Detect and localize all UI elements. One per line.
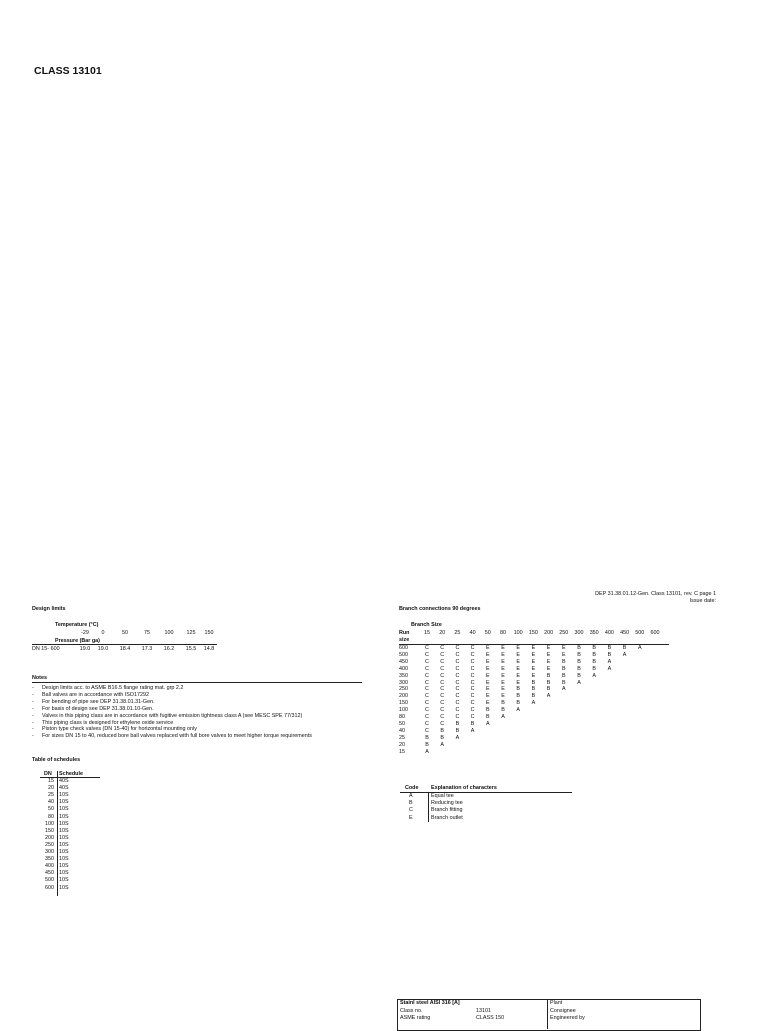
- run-size-value: 100: [399, 707, 408, 714]
- page-title: CLASS 13101: [34, 65, 102, 77]
- schedule-dn: 20: [48, 785, 54, 792]
- branch-cell: E: [485, 645, 490, 651]
- branch-cell: C: [470, 672, 475, 679]
- note-text: For bending of pipe see DEP 31.38.01.31-Gen.: [42, 698, 155, 705]
- asme-rating-label: ASME rating: [400, 1015, 431, 1021]
- branch-cell: E: [561, 651, 566, 658]
- branch-cell: B: [531, 679, 536, 686]
- temperature-value: -29: [81, 630, 89, 636]
- branch-cell: E: [546, 645, 551, 651]
- branch-cell: E: [501, 651, 505, 658]
- branch-size-heading: 100: [513, 630, 523, 636]
- branch-cell: B: [455, 720, 460, 727]
- branch-cell: B: [455, 727, 460, 734]
- branch-cell: C: [455, 665, 460, 672]
- run-size-value: 400: [399, 665, 408, 672]
- branch-cell: B: [592, 645, 596, 651]
- branch-cell: B: [440, 727, 444, 734]
- branch-cell: C: [425, 727, 429, 734]
- branch-size-heading: 25: [454, 630, 461, 636]
- note-bullet: -: [32, 685, 34, 691]
- branch-cell: C: [455, 714, 460, 720]
- temperature-value: 100: [164, 630, 174, 636]
- schedule-dn: 200: [45, 834, 54, 841]
- schedules-title: Table of schedules: [32, 757, 81, 763]
- branch-cell: A: [607, 658, 612, 665]
- branch-cell: C: [455, 693, 460, 700]
- branch-cell: E: [531, 651, 536, 658]
- temperature-label: Temperature (°C): [55, 622, 99, 628]
- branch-cell: C: [440, 693, 445, 700]
- branch-cell: B: [440, 734, 444, 741]
- schedule-dn: 50: [48, 806, 54, 813]
- branch-cell: B: [501, 707, 505, 714]
- branch-size-heading: 150: [528, 630, 538, 636]
- branch-cell: E: [485, 672, 490, 679]
- branch-cell: E: [485, 651, 490, 658]
- run-size-value: 40: [399, 727, 405, 734]
- branch-size-label: Branch Size: [411, 622, 442, 628]
- temperature-value: 0: [101, 630, 105, 636]
- branch-cell: B: [577, 672, 581, 679]
- schedule-dn: 500: [45, 877, 54, 884]
- branch-cell: B: [577, 658, 581, 665]
- branch-cell: C: [440, 686, 445, 693]
- branch-cell: C: [470, 693, 475, 700]
- schedule-value: 10S: [59, 870, 69, 877]
- branch-cell: A: [607, 665, 612, 672]
- pressure-value: 15.5: [185, 646, 197, 652]
- branch-cell: B: [546, 679, 551, 686]
- branch-cell: C: [440, 707, 445, 714]
- branch-cell: B: [607, 645, 612, 651]
- branch-cell: C: [470, 714, 475, 720]
- temperature-value: 75: [144, 630, 150, 636]
- schedule-value: 10S: [59, 827, 69, 834]
- branch-cell: C: [455, 658, 460, 665]
- branch-cell: B: [485, 707, 490, 714]
- branch-cell: E: [501, 686, 505, 693]
- branch-cell: C: [440, 714, 445, 720]
- code-letter: E: [409, 814, 413, 821]
- pressure-label: Pressure (Bar ga): [55, 638, 100, 644]
- branch-cell: A: [622, 651, 627, 658]
- branch-cell: E: [485, 665, 490, 672]
- notes-title: Notes: [32, 675, 47, 681]
- material-label: Stainl steel AISI 316 [A]: [400, 1000, 460, 1006]
- branch-cell: E: [561, 645, 566, 651]
- run-size-value: 25: [399, 734, 405, 741]
- branch-cell: C: [425, 645, 429, 651]
- engineered-by-label: Engineered by: [550, 1015, 585, 1021]
- run-label: Run: [399, 630, 410, 636]
- branch-cell: C: [455, 679, 460, 686]
- branch-cell: C: [440, 645, 445, 651]
- code-rule: [400, 792, 572, 793]
- code-explanation: Reducing tee: [431, 800, 463, 807]
- branch-cell: B: [516, 693, 520, 700]
- schedule-dn: 450: [45, 870, 54, 877]
- run-size-value: 15: [399, 748, 405, 755]
- branch-cell: C: [425, 720, 429, 727]
- branch-cell: C: [425, 658, 429, 665]
- branch-cell: A: [531, 700, 536, 707]
- branch-cell: B: [501, 700, 505, 707]
- branch-cell: B: [592, 658, 596, 665]
- run-size-value: 250: [399, 686, 408, 693]
- branch-cell: E: [501, 658, 505, 665]
- code-explanation: Branch fitting: [431, 807, 463, 814]
- branch-cell: E: [485, 679, 490, 686]
- branch-cell: C: [425, 672, 429, 679]
- branch-size-heading: 80: [500, 630, 506, 636]
- branch-cell: E: [501, 665, 505, 672]
- branch-cell: C: [425, 665, 429, 672]
- branch-cell: B: [561, 672, 566, 679]
- schedule-value: 10S: [59, 792, 69, 799]
- code-header: Code: [405, 785, 419, 791]
- branch-cell: E: [485, 658, 490, 665]
- branch-cell: B: [592, 651, 596, 658]
- branch-cell: A: [455, 734, 460, 741]
- note-text: For sizes DN 15 to 40, reduced bore ball valves replaced with full bore valves to meet higher torque requirements: [42, 733, 312, 740]
- note-text: Ball valves are in accordance with ISO17292: [42, 691, 149, 698]
- branch-cell: E: [485, 686, 490, 693]
- branch-cell: C: [455, 700, 460, 707]
- code-explanation: Branch outlet: [431, 814, 463, 821]
- branch-cell: B: [622, 645, 627, 651]
- note-text: Piston type check valves (DN 15-40) for horizontal mounting only: [42, 726, 197, 733]
- note-bullet: -: [32, 733, 34, 740]
- branch-title: Branch connections 90 degrees: [399, 606, 481, 612]
- schedule-dn: 15: [48, 778, 54, 784]
- code-divider: [428, 792, 429, 822]
- schedule-divider: [57, 771, 58, 896]
- branch-cell: C: [425, 700, 429, 707]
- schedule-dn: 40: [48, 799, 54, 806]
- note-bullet: -: [32, 691, 34, 698]
- branch-cell: B: [561, 658, 566, 665]
- note-bullet: -: [32, 712, 34, 719]
- branch-cell: C: [470, 651, 475, 658]
- schedule-dn: 300: [45, 849, 54, 855]
- pressure-value: 19.0: [79, 646, 91, 652]
- schedule-value: 10S: [59, 884, 69, 891]
- branch-cell: C: [455, 672, 460, 679]
- schedule-dn: 100: [45, 820, 54, 827]
- branch-cell: C: [440, 658, 445, 665]
- branch-size-heading: 300: [574, 630, 584, 636]
- branch-cell: B: [561, 679, 566, 686]
- branch-cell: C: [425, 714, 429, 720]
- dn-range-label: DN 15- 600: [32, 646, 60, 652]
- branch-cell: E: [485, 693, 490, 700]
- schedule-dn-header: DN: [44, 771, 52, 777]
- schedule-value: 10S: [59, 820, 69, 827]
- run-size-value: 300: [399, 679, 408, 686]
- schedule-dn: 150: [45, 827, 54, 834]
- schedule-value: 40S: [59, 778, 69, 784]
- branch-cell: E: [516, 665, 520, 672]
- pressure-value: 18.4: [119, 646, 131, 652]
- note-text: For basis of design see DEP 31.38.01.10-Gen.: [42, 705, 154, 712]
- branch-cell: B: [485, 714, 490, 720]
- branch-cell: A: [470, 727, 475, 734]
- branch-cell: A: [440, 741, 444, 748]
- note-bullet: -: [32, 726, 34, 733]
- branch-cell: C: [440, 679, 445, 686]
- note-bullet: -: [32, 705, 34, 712]
- branch-cell: B: [577, 651, 581, 658]
- schedule-value: 40S: [59, 785, 69, 792]
- schedule-value: 10S: [59, 813, 69, 820]
- design-limits-title: Design limits: [32, 606, 66, 612]
- branch-cell: C: [455, 707, 460, 714]
- code-letter: A: [409, 793, 413, 799]
- consignee-label: Consignee: [550, 1008, 576, 1014]
- document-reference: DEP 31.38.01.12-Gen. Class 13101, rev. C page 1: [595, 591, 716, 597]
- schedule-dn: 80: [48, 813, 54, 820]
- run-size-value: 350: [399, 672, 408, 679]
- branch-cell: C: [470, 686, 475, 693]
- issue-date-label: Issue date:: [689, 598, 716, 604]
- schedule-value: 10S: [59, 841, 69, 848]
- branch-cell: B: [425, 734, 429, 741]
- run-size-value: 50: [399, 720, 405, 727]
- code-letter: B: [409, 800, 413, 807]
- branch-cell: C: [440, 700, 445, 707]
- note-bullet: -: [32, 698, 34, 705]
- schedule-value: 10S: [59, 877, 69, 884]
- branch-cell: E: [546, 665, 551, 672]
- title-block-divider: [547, 999, 548, 1029]
- branch-cell: E: [516, 679, 520, 686]
- branch-size-heading: 400: [604, 630, 614, 636]
- branch-cell: C: [425, 693, 429, 700]
- branch-cell: B: [546, 672, 551, 679]
- schedule-dn: 350: [45, 856, 54, 863]
- schedule-value: 10S: [59, 834, 69, 841]
- branch-cell: A: [561, 686, 566, 693]
- branch-cell: A: [516, 707, 520, 714]
- branch-cell: C: [470, 700, 475, 707]
- run-size-value: 600: [399, 645, 408, 651]
- run-size-label: size: [399, 637, 410, 643]
- branch-size-heading: 250: [559, 630, 569, 636]
- branch-cell: A: [577, 679, 581, 686]
- branch-cell: E: [531, 645, 536, 651]
- temperature-value: 125: [186, 630, 196, 636]
- branch-cell: C: [425, 686, 429, 693]
- branch-cell: A: [546, 693, 551, 700]
- branch-size-heading: 200: [544, 630, 554, 636]
- branch-cell: E: [501, 672, 505, 679]
- note-text: This piping class is designed for ethylene oxide service: [42, 719, 174, 726]
- branch-cell: A: [501, 714, 505, 720]
- run-size-value: 80: [399, 714, 405, 720]
- note-text: Valves in this piping class are in accordance with fugitive emission tightness class A (see MESC SPE 77/312): [42, 712, 303, 719]
- temperature-value: 50: [122, 630, 128, 636]
- branch-cell: A: [485, 720, 490, 727]
- branch-cell: E: [516, 658, 520, 665]
- branch-cell: C: [455, 686, 460, 693]
- schedule-value: 10S: [59, 856, 69, 863]
- class-no-label: Class no.: [400, 1008, 423, 1014]
- run-size-value: 450: [399, 658, 408, 665]
- branch-cell: E: [501, 693, 505, 700]
- schedule-value: 10S: [59, 849, 69, 855]
- run-size-value: 150: [399, 700, 408, 707]
- schedule-dn: 250: [45, 841, 54, 848]
- branch-size-heading: 15: [424, 630, 430, 636]
- branch-cell: B: [546, 686, 551, 693]
- branch-cell: E: [501, 645, 505, 651]
- branch-cell: C: [455, 651, 460, 658]
- notes-rule: [32, 682, 362, 683]
- branch-size-heading: 500: [635, 630, 645, 636]
- class-no-value: 13101: [476, 1008, 491, 1014]
- branch-cell: C: [470, 658, 475, 665]
- branch-cell: E: [531, 665, 536, 672]
- asme-rating-value: CLASS 150: [476, 1015, 505, 1021]
- branch-size-heading: 50: [484, 630, 491, 636]
- schedule-value: 10S: [59, 799, 69, 806]
- branch-cell: E: [546, 658, 551, 665]
- branch-cell: B: [516, 700, 520, 707]
- branch-cell: E: [516, 672, 520, 679]
- branch-cell: E: [516, 651, 520, 658]
- schedule-dn: 600: [45, 884, 54, 891]
- schedule-header: Schedule: [59, 771, 83, 777]
- branch-cell: C: [470, 665, 475, 672]
- plant-label: Plant: [550, 1000, 563, 1006]
- branch-cell: E: [501, 679, 505, 686]
- pressure-value: 19.0: [97, 646, 109, 652]
- code-explanation: Equal tee: [431, 793, 454, 799]
- schedule-dn: 25: [48, 792, 54, 799]
- schedule-value: 10S: [59, 863, 69, 870]
- design-limits-rule: [32, 644, 217, 645]
- branch-cell: C: [455, 645, 460, 651]
- pressure-value: 17.3: [141, 646, 153, 652]
- branch-cell: B: [531, 693, 536, 700]
- branch-cell: A: [425, 748, 429, 755]
- branch-size-heading: 20: [439, 630, 446, 636]
- branch-cell: C: [470, 679, 475, 686]
- branch-cell: A: [637, 645, 642, 651]
- schedule-dn: 400: [45, 863, 54, 870]
- branch-cell: B: [592, 665, 596, 672]
- branch-cell: E: [531, 672, 536, 679]
- branch-cell: E: [546, 651, 551, 658]
- branch-cell: B: [516, 686, 520, 693]
- run-size-value: 200: [399, 693, 408, 700]
- run-size-value: 500: [399, 651, 408, 658]
- branch-size-heading: 450: [620, 630, 630, 636]
- schedule-value: 10S: [59, 806, 69, 813]
- branch-cell: B: [561, 665, 566, 672]
- branch-cell: C: [470, 707, 475, 714]
- branch-cell: A: [592, 672, 596, 679]
- temperature-value: 150: [204, 630, 214, 636]
- branch-cell: C: [425, 707, 429, 714]
- branch-cell: B: [531, 686, 536, 693]
- note-text: Design limits acc. to ASME B16.5 flange rating mat. grp 2.2: [42, 685, 184, 691]
- branch-size-heading: 350: [589, 630, 599, 636]
- code-letter: C: [409, 807, 413, 814]
- branch-cell: B: [577, 665, 581, 672]
- branch-cell: B: [607, 651, 612, 658]
- branch-size-heading: 40: [469, 630, 476, 636]
- pressure-value: 14.8: [203, 646, 215, 652]
- branch-cell: B: [577, 645, 581, 651]
- branch-cell: C: [440, 672, 445, 679]
- branch-cell: C: [440, 651, 445, 658]
- branch-cell: B: [425, 741, 429, 748]
- branch-cell: E: [516, 645, 520, 651]
- run-size-value: 20: [399, 741, 405, 748]
- branch-cell: E: [485, 700, 490, 707]
- branch-cell: C: [440, 665, 445, 672]
- note-bullet: -: [32, 719, 34, 726]
- explanation-header: Explanation of characters: [431, 785, 497, 791]
- pressure-value: 16.2: [163, 646, 175, 652]
- branch-cell: C: [425, 651, 429, 658]
- branch-size-heading: 600: [650, 630, 660, 636]
- branch-cell: C: [425, 679, 429, 686]
- branch-cell: C: [470, 645, 475, 651]
- branch-cell: E: [531, 658, 536, 665]
- branch-cell: B: [470, 720, 475, 727]
- branch-cell: C: [440, 720, 445, 727]
